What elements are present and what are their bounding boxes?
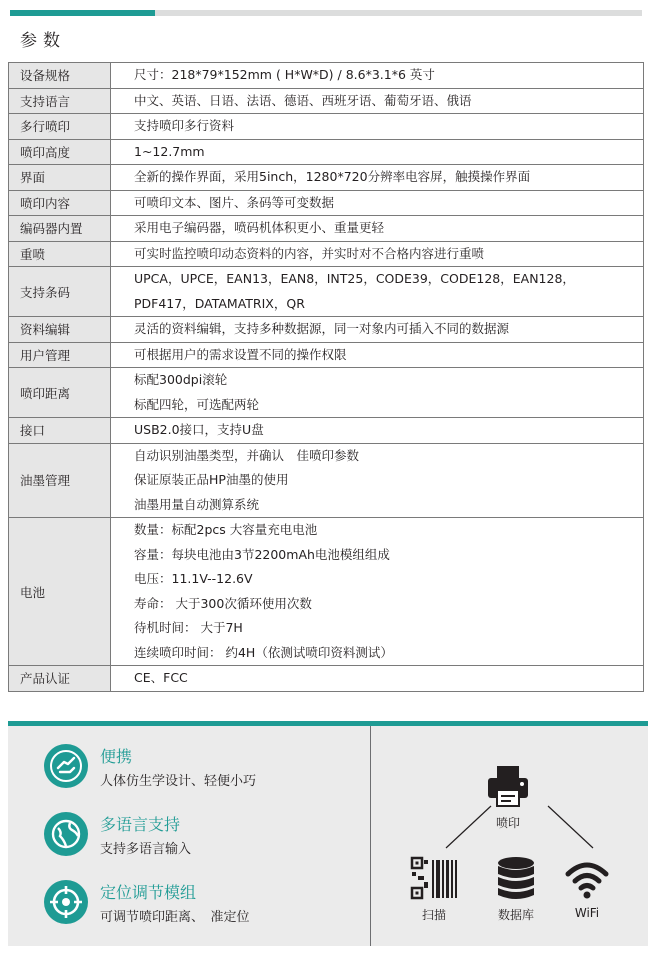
spec-row (9, 418, 644, 444)
spec-table (8, 62, 644, 692)
feature-description: 可调节喷印距离、 准定位 (100, 910, 250, 925)
spec-value-line: 可喷印文本、图片、条码等可变数据 (134, 194, 335, 210)
spec-row (9, 165, 644, 191)
globe-icon (44, 812, 88, 856)
spec-value-line: 支持喷印多行资料 (134, 118, 235, 133)
database-label: 数据库 (497, 908, 534, 922)
spec-value-line: 油墨用量自动测算系统 (134, 496, 260, 512)
feature-title: 多语言支持 (100, 815, 181, 834)
crosshair-icon (44, 880, 88, 924)
feature-title: 定位调节模组 (100, 883, 197, 902)
spec-value (111, 342, 644, 368)
spec-row (9, 443, 644, 518)
spec-value (111, 518, 644, 666)
spec-key: 设备规格 (9, 63, 111, 89)
wifi-label: WiFi (574, 906, 600, 920)
spec-row (9, 190, 644, 216)
spec-value-line: 连续喷印时间： 约4H（依测试喷印资料测试） (134, 644, 393, 660)
spec-value (111, 418, 644, 444)
spec-key: 多行喷印 (9, 114, 111, 140)
spec-value-line: 尺寸：218*79*152mm ( H*W*D) / 8.6*3.1*6 英寸 (134, 67, 435, 82)
spec-value (111, 317, 644, 343)
spec-key: 喷印距离 (9, 368, 111, 418)
spec-row (9, 88, 644, 114)
spec-value (111, 368, 644, 418)
spec-key: 支持语言 (9, 88, 111, 114)
section-title: 参数 (20, 31, 66, 51)
spec-row (9, 139, 644, 165)
spec-value-line: 中文、英语、日语、法语、德语、西班牙语、葡萄牙语、俄语 (134, 92, 472, 108)
spec-value (111, 666, 644, 692)
spec-row (9, 518, 644, 666)
spec-value (111, 267, 644, 317)
scan-node (408, 856, 460, 923)
spec-value-line: 自动识别油墨类型，并确认 佳喷印参数 (134, 447, 360, 463)
spec-row (9, 317, 644, 343)
database-icon (494, 856, 538, 902)
spec-value-line: CE、FCC (134, 670, 188, 685)
spec-value-line: 标配四轮，可选配两轮 (134, 396, 260, 412)
spec-value-line: 电压：11.1V--12.6V (134, 571, 253, 586)
spec-value-line: 1~12.7mm (134, 143, 205, 159)
printer-icon (484, 762, 532, 810)
hand-icon (44, 744, 88, 788)
spec-value-line: 待机时间： 大于7H (134, 620, 243, 635)
spec-key: 喷印高度 (9, 139, 111, 165)
spec-value-line: 全新的操作界面，采用5inch，1280*720分辨率电容屏，触摸操作界面 (134, 169, 531, 184)
spec-key: 接口 (9, 418, 111, 444)
spec-value-line: 可根据用户的需求设置不同的操作权限 (134, 346, 347, 362)
barcode-qr-icon (410, 856, 458, 902)
printer-node (480, 762, 536, 831)
spec-value-line: USB2.0接口，支持U盘 (134, 422, 264, 437)
feature-positioning (44, 880, 364, 930)
spec-value-line: UPCA，UPCE，EAN13，EAN8，INT25，CODE39，CODE128，EAN128， (134, 271, 575, 286)
spec-value (111, 114, 644, 140)
spec-value-line: 灵活的资料编辑，支持多种数据源，同一对象内可插入不同的数据源 (134, 321, 510, 336)
spec-value-line: 保证原装正品HP油墨的使用 (134, 472, 289, 487)
top-accent-bar (10, 10, 642, 16)
database-node (488, 856, 544, 923)
spec-key: 重喷 (9, 241, 111, 267)
wifi-icon (565, 858, 609, 902)
spec-value-line: 标配300dpi滚轮 (134, 372, 228, 387)
spec-value (111, 443, 644, 518)
spec-key: 支持条码 (9, 267, 111, 317)
spec-key: 编码器内置 (9, 216, 111, 242)
spec-row (9, 267, 644, 317)
spec-value (111, 165, 644, 191)
spec-value (111, 216, 644, 242)
feature-title: 便携 (100, 747, 133, 766)
spec-key: 界面 (9, 165, 111, 191)
spec-value (111, 139, 644, 165)
spec-key: 资料编辑 (9, 317, 111, 343)
top-accent-bar-fill (10, 10, 155, 16)
wifi-node (563, 858, 611, 920)
feature-description: 人体仿生学设计、轻便小巧 (100, 774, 257, 789)
spec-value-line: 采用电子编码器，喷码机体积更小、重量更轻 (134, 220, 385, 235)
feature-multilanguage (44, 812, 364, 862)
spec-value (111, 241, 644, 267)
spec-row (9, 63, 644, 89)
spec-value (111, 63, 644, 89)
spec-row (9, 216, 644, 242)
spec-value (111, 190, 644, 216)
spec-value (111, 88, 644, 114)
feature-portable (44, 744, 364, 794)
printer-label: 喷印 (495, 816, 520, 830)
spec-row (9, 114, 644, 140)
feature-description: 支持多语言输入 (100, 842, 192, 857)
spec-row (9, 241, 644, 267)
spec-row (9, 342, 644, 368)
spec-key: 油墨管理 (9, 443, 111, 518)
spec-value-line: 容量：每块电池由3节2200mAh电池模组组成 (134, 546, 390, 562)
spec-value-line: 可实时监控喷印动态资料的内容，并实时对不合格内容进行重喷 (134, 245, 485, 261)
spec-key: 喷印内容 (9, 190, 111, 216)
spec-key: 用户管理 (9, 342, 111, 368)
spec-value-line: PDF417，DATAMATRIX，QR (134, 295, 305, 311)
scan-label: 扫描 (421, 908, 446, 922)
spec-key: 产品认证 (9, 666, 111, 692)
spec-row (9, 666, 644, 692)
spec-row (9, 368, 644, 418)
spec-value-line: 寿命： 大于300次循环使用次数 (134, 595, 312, 611)
spec-key: 电池 (9, 518, 111, 666)
features-panel (8, 726, 648, 946)
spec-value-line: 数量：标配2pcs 大容量充电电池 (134, 522, 318, 537)
